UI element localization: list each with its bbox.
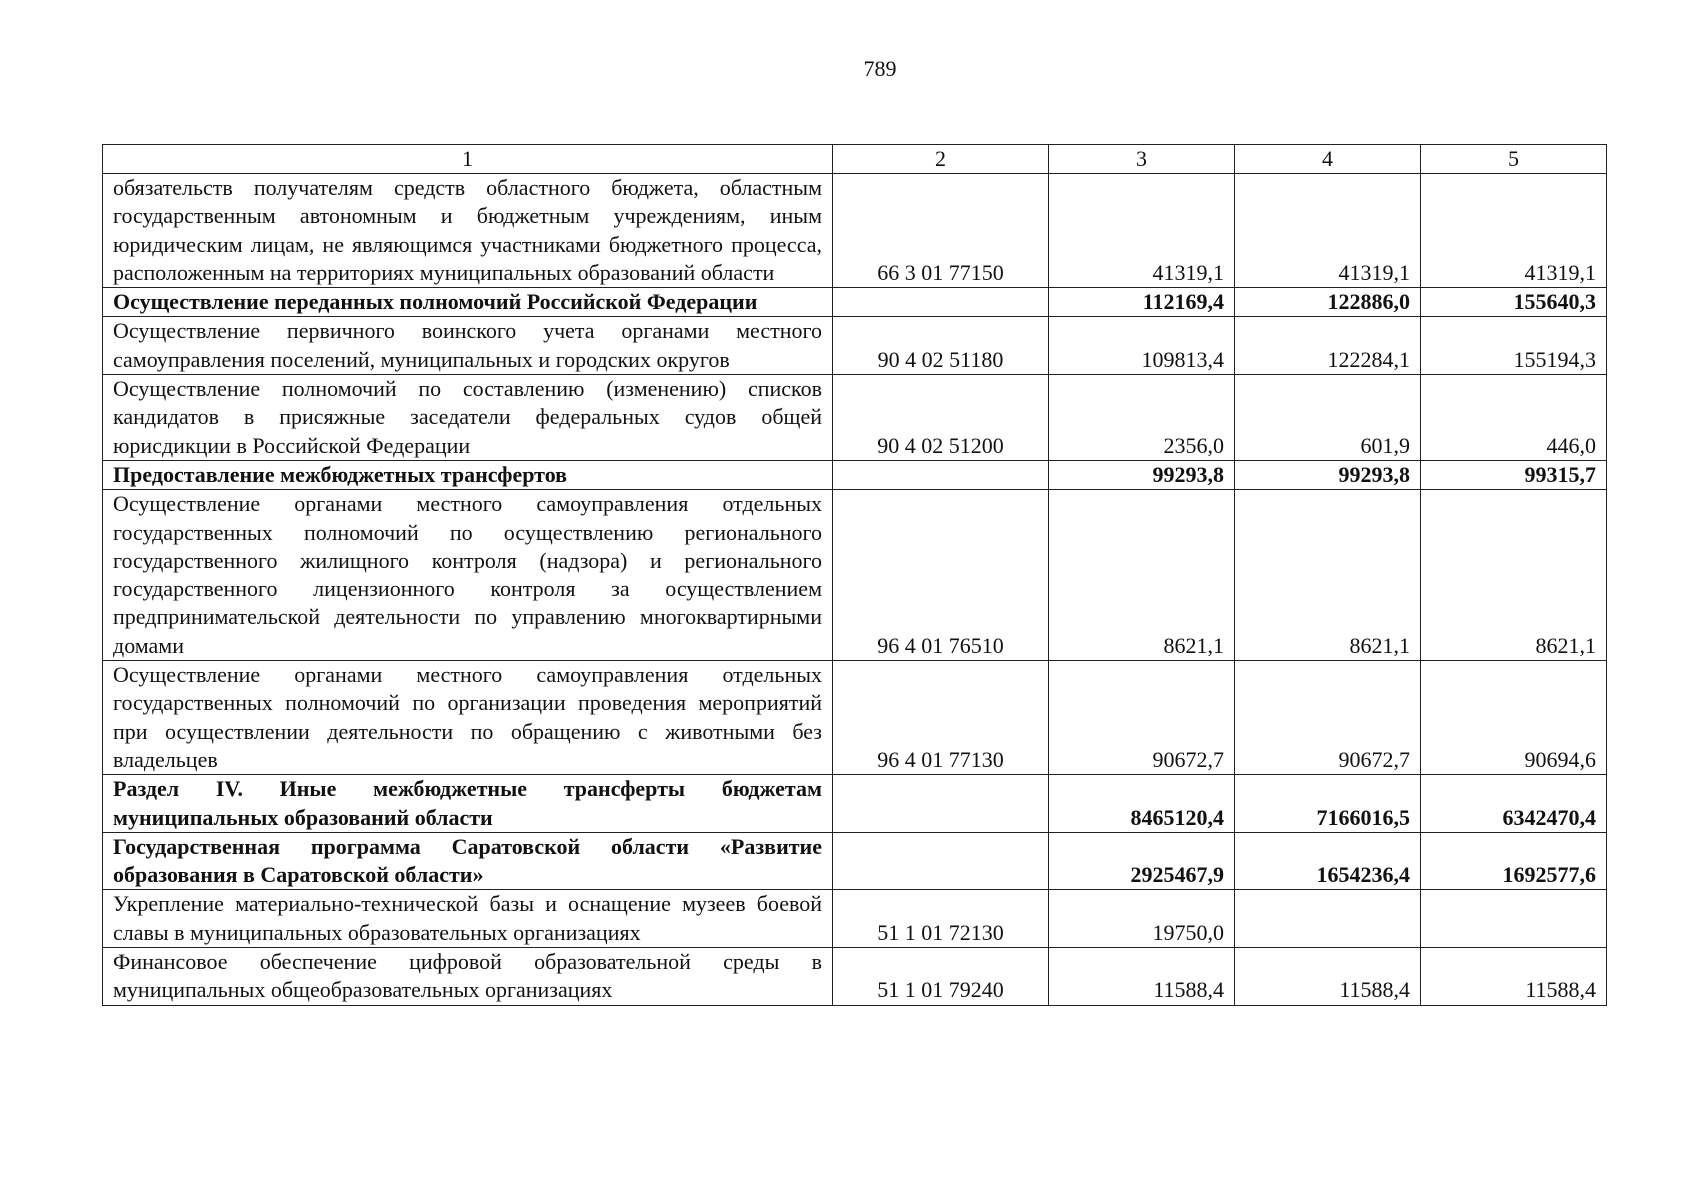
column-header-3: 3 (1049, 145, 1235, 174)
row-value-col3: 112169,4 (1049, 288, 1235, 317)
row-description: Осуществление переданных полномочий Российской Федерации (103, 288, 833, 317)
row-description: Осуществление первичного воинского учета органами местного самоуправления поселений, муниципальных и городских округов (103, 317, 833, 375)
row-description: обязательств получателям средств областного бюджета, областным государственным автономным и бюджетным учреждениям, иным юридическим лицам, не являющимся участниками бюджетного процесса, расположенным на территориях муниципальных образований области (103, 174, 833, 288)
row-value-col5: 8621,1 (1421, 490, 1607, 661)
table-row (103, 775, 1607, 833)
table-row (103, 661, 1607, 775)
row-value-col4: 8621,1 (1235, 490, 1421, 661)
row-value-col3: 2925467,9 (1049, 832, 1235, 890)
page-number: 789 (863, 56, 897, 81)
column-header-1: 1 (103, 145, 833, 174)
row-code (833, 460, 1049, 489)
row-code: 51 1 01 72130 (833, 890, 1049, 948)
row-value-col3: 109813,4 (1049, 317, 1235, 375)
table-row (103, 460, 1607, 489)
row-value-col3: 19750,0 (1049, 890, 1235, 948)
row-value-col5: 11588,4 (1421, 948, 1607, 1006)
row-value-col4: 122886,0 (1235, 288, 1421, 317)
column-header-4: 4 (1235, 145, 1421, 174)
table-row (103, 317, 1607, 375)
row-value-col3: 90672,7 (1049, 661, 1235, 775)
column-header-5: 5 (1421, 145, 1607, 174)
table-row (103, 174, 1607, 288)
row-value-col5: 6342470,4 (1421, 775, 1607, 833)
row-value-col3: 8621,1 (1049, 490, 1235, 661)
column-header-2: 2 (833, 145, 1049, 174)
row-value-col4: 99293,8 (1235, 460, 1421, 489)
table-row (103, 890, 1607, 948)
row-value-col3: 2356,0 (1049, 375, 1235, 461)
table-row (103, 832, 1607, 890)
table-body (103, 174, 1607, 1006)
table-row (103, 288, 1607, 317)
row-description: Государственная программа Саратовской области «Развитие образования в Саратовской области» (103, 832, 833, 890)
row-value-col4: 601,9 (1235, 375, 1421, 461)
table-row (103, 375, 1607, 461)
row-code (833, 288, 1049, 317)
row-value-col5: 90694,6 (1421, 661, 1607, 775)
row-value-col4: 11588,4 (1235, 948, 1421, 1006)
row-value-col5: 1692577,6 (1421, 832, 1607, 890)
row-value-col4: 90672,7 (1235, 661, 1421, 775)
row-value-col4: 41319,1 (1235, 174, 1421, 288)
row-description: Осуществление органами местного самоуправления отдельных государственных полномочий по осуществлению регионального государственного жилищного контроля (надзора) и регионального государственного лицензионного контроля за осуществлением предпринимательской деятельности по управлению многоквартирными домами (103, 490, 833, 661)
row-description: Финансовое обеспечение цифровой образовательной среды в муниципальных общеобразовательных организациях (103, 948, 833, 1006)
budget-table (102, 144, 1607, 1006)
row-value-col4 (1235, 890, 1421, 948)
row-description: Раздел IV. Иные межбюджетные трансферты бюджетам муниципальных образований области (103, 775, 833, 833)
row-value-col5: 155640,3 (1421, 288, 1607, 317)
row-code (833, 775, 1049, 833)
row-value-col5: 99315,7 (1421, 460, 1607, 489)
row-code: 90 4 02 51200 (833, 375, 1049, 461)
table-header-row (103, 145, 1607, 174)
row-code: 96 4 01 76510 (833, 490, 1049, 661)
row-code (833, 832, 1049, 890)
table-row (103, 490, 1607, 661)
row-code: 51 1 01 79240 (833, 948, 1049, 1006)
row-value-col5: 41319,1 (1421, 174, 1607, 288)
row-description: Предоставление межбюджетных трансфертов (103, 460, 833, 489)
row-value-col3: 99293,8 (1049, 460, 1235, 489)
row-value-col5 (1421, 890, 1607, 948)
row-description: Осуществление полномочий по составлению (изменению) списков кандидатов в присяжные заседатели федеральных судов общей юрисдикции в Российской Федерации (103, 375, 833, 461)
row-value-col5: 446,0 (1421, 375, 1607, 461)
row-value-col5: 155194,3 (1421, 317, 1607, 375)
row-value-col4: 7166016,5 (1235, 775, 1421, 833)
row-value-col4: 1654236,4 (1235, 832, 1421, 890)
row-value-col3: 41319,1 (1049, 174, 1235, 288)
row-description: Осуществление органами местного самоуправления отдельных государственных полномочий по организации проведения мероприятий при осуществлении деятельности по обращению с животными без владельцев (103, 661, 833, 775)
row-value-col3: 11588,4 (1049, 948, 1235, 1006)
row-code: 66 3 01 77150 (833, 174, 1049, 288)
row-code: 96 4 01 77130 (833, 661, 1049, 775)
table-row (103, 948, 1607, 1006)
row-value-col3: 8465120,4 (1049, 775, 1235, 833)
row-description: Укрепление материально-технической базы и оснащение музеев боевой славы в муниципальных образовательных организациях (103, 890, 833, 948)
row-code: 90 4 02 51180 (833, 317, 1049, 375)
row-value-col4: 122284,1 (1235, 317, 1421, 375)
